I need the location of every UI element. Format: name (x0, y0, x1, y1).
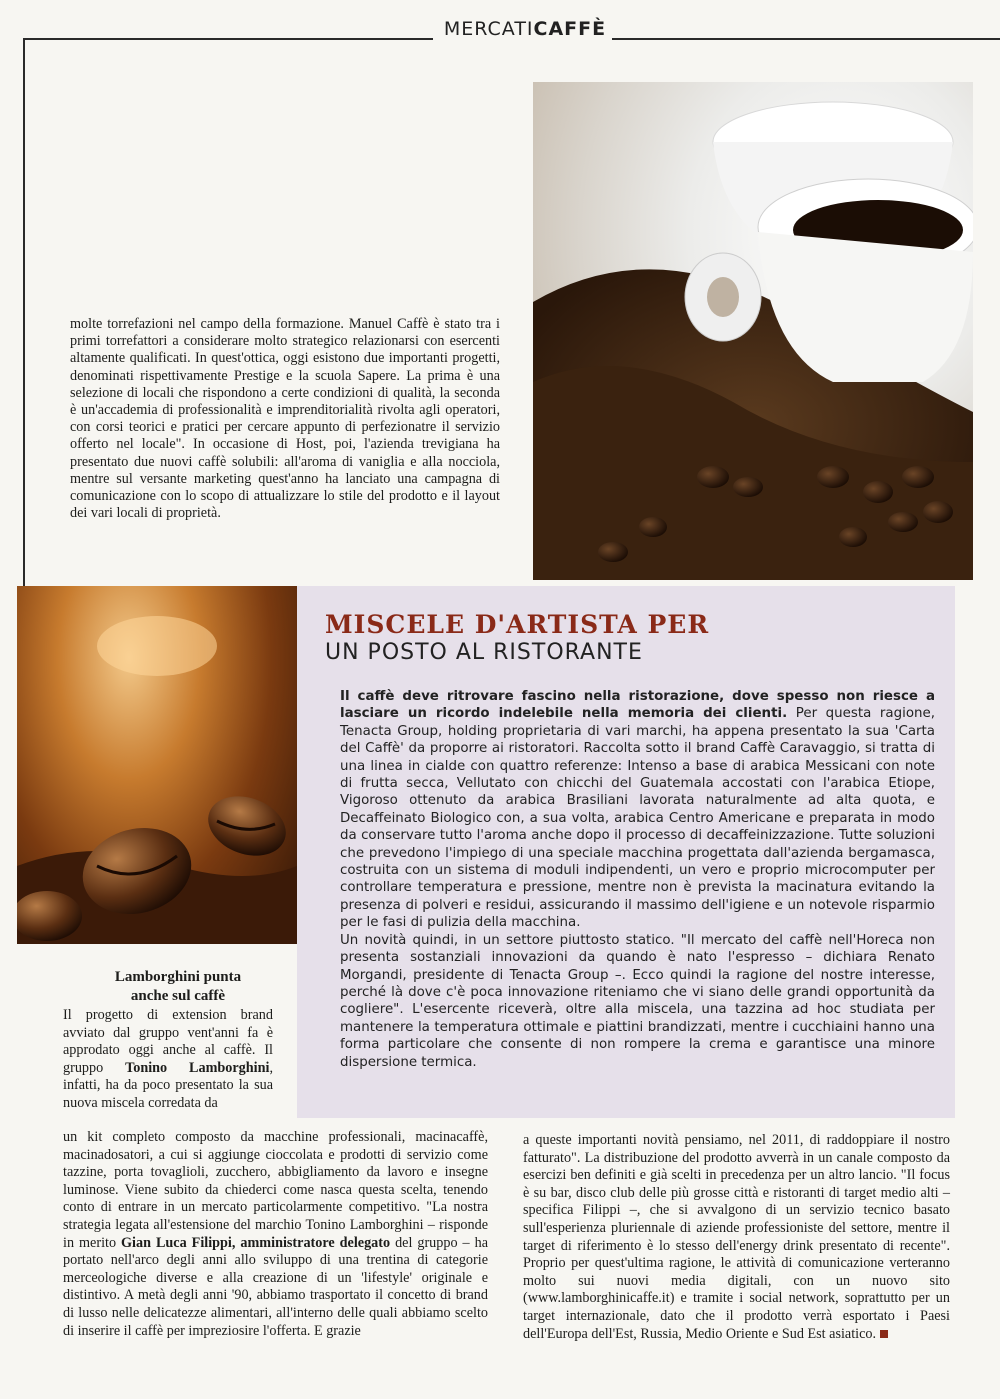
header-rule-left (23, 38, 433, 40)
main-text-a: un kit completo composto da macchine professionali, macinacaffè, macinadosatori, a cui si aggiunge cioccolata e prodotti di servizio come tazzine, porta tovaglioli, zucchero, abbigliamento da lavoro e insegne luminose. Viene subito da chiederci come nasca questa scelta, tenendo conto di entrare in un mercato particolarmente competitivo. "La nostra strategia legata all'estensione del marchio Tonino Lamborghini – risponde in merito (63, 1129, 488, 1251)
box-title-line2: UN POSTO AL RISTORANTE (325, 640, 643, 665)
header-rule-right (612, 38, 1000, 40)
box-body-part2: Un novità quindi, in un settore piuttosto statico. "Il mercato del caffè nell'Horeca non presenta sostanziali innovazioni da quando è nato l'espresso – dichiara Renato Morgandi, presidente di Tenacta Group –. Ecco quindi la ragione del nostre interesse, perché là dove c'è poca innovazione riteniamo che vi siano delle grandi opportunità da cogliere". L'esercente riceverà, oltre alla miscela, una tazzina ad hoc studiata per mantenere la temperatura ottimale e piattini brandizzati, mentre i cucchiaini hanno una forma particolare che consente di non rompere la crema e garantisce una minore dispersione termica. (340, 932, 935, 1070)
intro-paragraph: molte torrefazioni nel campo della formazione. Manuel Caffè è stato tra i primi torrefattori a considerare molto strategico relazionarsi con esercenti altamente qualificati. In quest'ottica, oggi esistono due importanti progetti, denominati rispettivamente Prestige e la scuola Sapere. La prima è una selezione di locali che rispondono a certe condizioni di qualità, la seconda è un'accademia di professionalità e imprenditorialità rivolta agli operatori, con corsi teorici e pratici per cercare appunto di perfezionatre il servizio offerto nel locale". In occasione di Host, poi, l'azienda trevigiana ha presentato due nuovi caffè solubili: all'aroma di vaniglia e alla nocciola, mentre sul versante marketing quest'anno ha lanciato una campagna di comunicazione con lo scopo di attualizzare lo stile del prodotto e il layout dei vari locali di proprietà. (70, 316, 500, 522)
end-of-article-mark (880, 1330, 888, 1338)
main-column-text (63, 1129, 488, 1340)
box-body (340, 688, 935, 1071)
sidebar-text-a: Il progetto di extension brand avviato dal gruppo vent'anni fa è approdato oggi anche al caffè. Il gruppo (63, 1007, 273, 1076)
sidebar-text-b: , infatti, ha da poco presentato la sua nuova miscela corredata da (63, 1059, 273, 1111)
frame-rule-vertical (23, 38, 25, 586)
sidebar-title-line2: anche sul caffè (130, 988, 226, 1004)
box-title-line1: MISCELE D'ARTISTA PER (325, 610, 710, 639)
main-text-bold: Gian Luca Filippi, amministratore delegato (121, 1234, 391, 1251)
main-text-b: del gruppo – ha portato nell'arco degli anni allo sviluppo di una trentina di categorie merceologiche diverse e alla creazione di un 'lifestyle' originale e distintivo. A metà degli anni '90, abbiamo trasportato il concetto di brand di lusso nelle delicatezze alimentari, all'interno delle quali abbiamo scelto di inserire il caffè per impreziosire l'offerta. E grazie (63, 1234, 488, 1339)
coffee-beans-photo (17, 586, 297, 944)
sidebar-text-bold: Tonino Lamborghini (125, 1059, 270, 1076)
section-header (440, 18, 610, 40)
coffee-cups-photo (533, 82, 973, 580)
right-text: a queste importanti novità pensiamo, nel 2011, di raddoppiare il nostro fatturato". La distribuzione del prodotto avverrà in un canale composto da esercizi ben definiti e già scelti in precedenza per un altro lancio. "Il focus è su bar, disco club delle più grosse città e ristoranti di target medio alti – specifica Filippi –, che si avvalgono di un servizio tecnico basato sull'esperienza pluriennale di aziende professioniste del settore, mentre il target di riferimento è lo stesso dell'energy drink presentato di recente". Proprio per quest'ultima ragione, le attività di comunicazione verteranno molto sui nuovi media digitali, con un nuovo sito (www.lamborghinicaffe.it) e tramite i social network, soprattutto per un target internazionale, dato che il prodotto verrà esportato i Paesi dell'Europa dell'Est, Russia, Medio Oriente e Sud Est asiatico. (523, 1132, 950, 1342)
sidebar-title-line1: Lamborghini punta (114, 969, 242, 985)
sidebar-title (60, 968, 296, 1006)
header-section-bold: CAFFÈ (533, 18, 607, 40)
box-lead: Il caffè deve ritrovare fascino nella ristorazione, dove spesso non riesce a lasciare un ricordo indelebile nella memoria dei clienti. (340, 689, 935, 722)
right-column-text (523, 1132, 950, 1343)
sidebar-text (63, 1007, 273, 1112)
header-section-light: MERCATI (443, 18, 534, 40)
box-body-part1: Per questa ragione, Tenacta Group, holding proprietaria di vari marchi, ha appena presentato la sua 'Carta del Caffè' da proporre ai ristoratori. Raccolta sotto il brand Caffè Caravaggio, si tratta di una linea in cialde con quattro referenze: Intenso a base di arabica Messicani con note di frutta secca, Vellutato con chicchi del Guatemala accostati con l'arabica Etiope, Vigoroso ottenuto da arabica Brasiliani lavorata naturalmente ad alta quota, e Decaffeinato Biologico con, a sua volta, arabica Centro Americane e preparata in modo da conservare tutto l'aroma anche dopo il processo di decaffeinizzazione. Tutte soluzioni che prevedono l'impiego di una speciale macchina progettata dall'azienda bergamasca, costruita con un sistema di moduli indipendenti, un vero e proprio microcomputer per controllare temperatura e pressione, mentre non è prevista la macinatura evitando la presenza di polveri e residui, assicurando il massimo dell'igiene e un notevole risparmio per le fasi di pulizia della macchina. (340, 706, 936, 931)
